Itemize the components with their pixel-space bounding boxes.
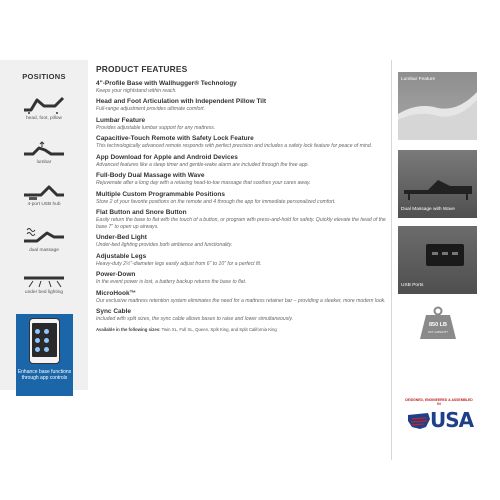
made-in-usa-badge	[404, 399, 474, 439]
mattress-image	[398, 72, 477, 140]
feature-title: Sync Cable	[96, 308, 132, 316]
feature-item	[96, 117, 390, 131]
feature-desc: Included with split sizes, the sync cable allows bases to raise and lower simultaneously.	[96, 316, 293, 323]
position-head-foot	[0, 92, 88, 121]
feature-title: MicroHook™	[96, 289, 137, 297]
positions-title: POSITIONS	[22, 72, 66, 81]
feature-title: Full-Body Dual Massage with Wave	[96, 172, 205, 180]
availability	[96, 327, 390, 332]
position-label: head, foot, pillow	[25, 116, 62, 121]
position-label: dual massage	[29, 248, 59, 253]
position-label: under bed lighting	[24, 290, 64, 295]
bed-massage-icon	[21, 226, 67, 246]
feature-title: Lumbar Feature	[96, 116, 146, 124]
position-label: lumbar	[36, 160, 52, 165]
position-lumbar	[0, 138, 88, 165]
usa-text: USA	[430, 408, 474, 432]
feature-item	[96, 253, 390, 267]
feature-desc: Advanced features like a sleep timer and gentle-wake alarm are included through the free app.	[96, 161, 309, 168]
feature-desc: Provides adjustable lumbar support for any mattress.	[96, 124, 216, 131]
feature-item	[96, 271, 390, 285]
bed-lighting-icon	[21, 268, 67, 288]
product-features	[96, 64, 390, 332]
lift-capacity-value: 850 LB	[428, 322, 448, 328]
feature-item	[96, 98, 390, 112]
position-usb	[0, 180, 88, 207]
feature-title: Adjustable Legs	[96, 252, 147, 260]
feature-item	[96, 308, 390, 322]
feature-desc: Easily return the base to flat with the touch of a button, or program with press-and-hold for safety. Quickly elevate the head of the base 7" to open up airways.	[96, 217, 386, 230]
feature-title: Capacitive-Touch Remote with Safety Lock Feature	[96, 135, 254, 143]
lift-capacity-label: LIFT CAPACITY	[427, 330, 449, 334]
bed-head-foot-icon	[21, 92, 67, 114]
position-massage	[0, 226, 88, 253]
feature-item	[96, 209, 390, 230]
availability-label: Available in the following sizes:	[96, 326, 161, 332]
position-lighting	[0, 268, 88, 295]
feature-desc: Rejuvenate after a long day with a relaxing head-to-toe massage that soothes your cares away.	[96, 180, 311, 187]
feature-title: Flat Button and Snore Button	[96, 209, 187, 217]
divider	[391, 60, 392, 460]
bed-lumbar-icon	[21, 138, 67, 158]
feature-title: Power-Down	[96, 271, 136, 279]
feature-item	[96, 80, 390, 94]
feature-title: App Download for Apple and Android Devices	[96, 153, 238, 161]
usa-tagline: DESIGNED, ENGINEERED & ASSEMBLED IN	[405, 398, 473, 406]
feature-title: Head and Foot Articulation with Independent Pillow Tilt	[96, 98, 267, 106]
photo-caption: Dual Massage with Wave	[401, 207, 455, 212]
features-title: PRODUCT FEATURES	[96, 64, 188, 74]
photo-caption: USB Ports	[401, 283, 424, 288]
lift-capacity-badge	[419, 306, 457, 340]
feature-item	[96, 234, 390, 248]
feature-desc: Heavy-duty 2½"-diameter legs easily adjust from 6" to 10" for a perfect fit.	[96, 260, 262, 267]
usa-map-flag-icon	[406, 409, 432, 433]
feature-desc: Full-range adjustment provides ultimate comfort.	[96, 106, 205, 113]
feature-desc: In the event power is lost, a battery backup returns the base to flat.	[96, 279, 247, 286]
app-caption: Enhance base functions through app controls	[17, 369, 72, 381]
position-label: 4-port USB hub	[27, 202, 61, 207]
feature-title: Multiple Custom Programmable Positions	[96, 190, 225, 198]
feature-item	[96, 191, 390, 205]
feature-desc: This technologically advanced remote responds with perfect precision and includes a safety lock feature for peace of mind.	[96, 143, 373, 150]
usb-photo	[398, 226, 477, 294]
feature-desc: Under-bed lighting provides both ambience and functionality.	[96, 242, 233, 249]
feature-desc: Our exclusive mattress retention system eliminates the need for a mattress retainer bar – providing a sleeker, more modern look.	[96, 297, 386, 304]
feature-item	[96, 290, 390, 304]
feature-item	[96, 172, 390, 186]
feature-item	[96, 154, 390, 168]
availability-sizes: Twin XL, Full XL, Queen, Split King, and Split California King	[161, 326, 277, 332]
bed-usb-icon	[21, 180, 67, 200]
app-promo	[16, 314, 73, 396]
feature-desc: Store 2 of your favorite positions on the remote and 4 through the app for immediate personalized comfort.	[96, 198, 336, 205]
feature-desc: Keeps your nightstand within reach.	[96, 88, 177, 94]
feature-title: 4"-Profile Base with Wallhugger® Technology	[96, 80, 237, 87]
photo-caption: Lumbar Feature	[401, 77, 436, 82]
lumbar-photo	[398, 72, 477, 140]
feature-item	[96, 135, 390, 149]
dual-massage-photo	[398, 150, 477, 218]
phone-icon	[29, 318, 60, 364]
feature-title: Under-Bed Light	[96, 234, 147, 242]
